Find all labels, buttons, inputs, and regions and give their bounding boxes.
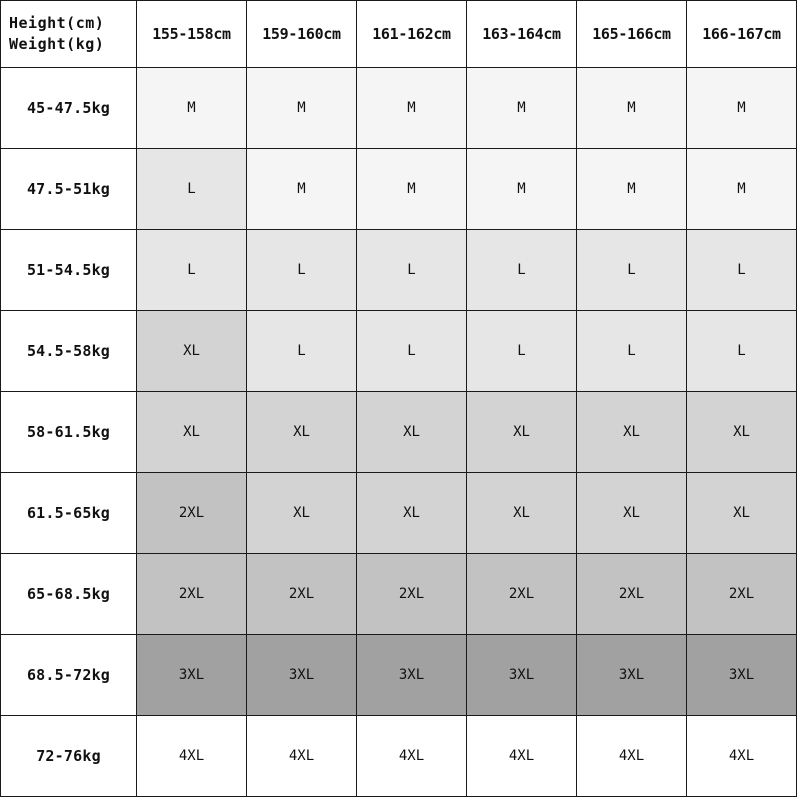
size-cell: M — [247, 68, 357, 149]
size-cell: 4XL — [137, 716, 247, 797]
size-cell: 3XL — [137, 635, 247, 716]
size-cell: M — [357, 68, 467, 149]
size-cell: XL — [687, 473, 797, 554]
table-row — [1, 554, 797, 635]
size-cell: L — [137, 149, 247, 230]
corner-height-label: Height(cm) — [9, 14, 105, 32]
weight-row-header: 47.5-51kg — [1, 149, 137, 230]
size-cell: L — [687, 311, 797, 392]
size-cell: M — [577, 68, 687, 149]
size-cell: L — [467, 311, 577, 392]
size-cell: L — [687, 230, 797, 311]
size-cell: L — [577, 311, 687, 392]
table-row — [1, 230, 797, 311]
size-cell: XL — [137, 311, 247, 392]
size-cell: 2XL — [467, 554, 577, 635]
size-cell: 2XL — [247, 554, 357, 635]
size-cell: M — [577, 149, 687, 230]
table-row — [1, 68, 797, 149]
size-cell: 3XL — [247, 635, 357, 716]
size-cell: L — [137, 230, 247, 311]
size-cell: 2XL — [577, 554, 687, 635]
size-cell: 3XL — [577, 635, 687, 716]
size-cell: XL — [467, 473, 577, 554]
weight-row-header: 51-54.5kg — [1, 230, 137, 311]
height-header-4: 163-164cm — [467, 1, 577, 68]
weight-row-header: 61.5-65kg — [1, 473, 137, 554]
size-cell: XL — [467, 392, 577, 473]
size-cell: M — [467, 149, 577, 230]
height-header-5: 165-166cm — [577, 1, 687, 68]
size-cell: L — [357, 230, 467, 311]
size-cell: 4XL — [357, 716, 467, 797]
corner-header — [1, 1, 137, 68]
weight-row-header: 54.5-58kg — [1, 311, 137, 392]
weight-row-header: 68.5-72kg — [1, 635, 137, 716]
table-row — [1, 392, 797, 473]
table-row — [1, 716, 797, 797]
weight-row-header: 45-47.5kg — [1, 68, 137, 149]
height-header-3: 161-162cm — [357, 1, 467, 68]
size-cell: XL — [137, 392, 247, 473]
size-cell: 3XL — [687, 635, 797, 716]
height-header-2: 159-160cm — [247, 1, 357, 68]
size-cell: 3XL — [357, 635, 467, 716]
table-row — [1, 149, 797, 230]
size-cell: XL — [687, 392, 797, 473]
weight-row-header: 58-61.5kg — [1, 392, 137, 473]
size-cell: M — [687, 149, 797, 230]
size-cell: L — [247, 311, 357, 392]
size-cell: 4XL — [247, 716, 357, 797]
size-cell: XL — [577, 392, 687, 473]
size-cell: L — [467, 230, 577, 311]
size-cell: 2XL — [687, 554, 797, 635]
size-cell: 4XL — [577, 716, 687, 797]
size-cell: M — [357, 149, 467, 230]
size-cell: L — [577, 230, 687, 311]
size-cell: M — [467, 68, 577, 149]
size-cell: 4XL — [467, 716, 577, 797]
size-cell: 2XL — [137, 473, 247, 554]
size-cell: M — [687, 68, 797, 149]
size-cell: XL — [357, 473, 467, 554]
size-cell: L — [357, 311, 467, 392]
size-cell: M — [247, 149, 357, 230]
height-header-6: 166-167cm — [687, 1, 797, 68]
size-cell: 2XL — [357, 554, 467, 635]
size-cell: XL — [577, 473, 687, 554]
size-cell: 3XL — [467, 635, 577, 716]
size-cell: M — [137, 68, 247, 149]
size-cell: 2XL — [137, 554, 247, 635]
table-row — [1, 635, 797, 716]
size-cell: XL — [247, 473, 357, 554]
corner-weight-label: Weight(kg) — [9, 35, 105, 53]
weight-row-header: 72-76kg — [1, 716, 137, 797]
height-header-1: 155-158cm — [137, 1, 247, 68]
weight-row-header: 65-68.5kg — [1, 554, 137, 635]
table-row — [1, 473, 797, 554]
table-row — [1, 311, 797, 392]
size-cell: XL — [247, 392, 357, 473]
size-cell: L — [247, 230, 357, 311]
size-cell: 4XL — [687, 716, 797, 797]
header-row — [1, 1, 797, 68]
size-cell: XL — [357, 392, 467, 473]
